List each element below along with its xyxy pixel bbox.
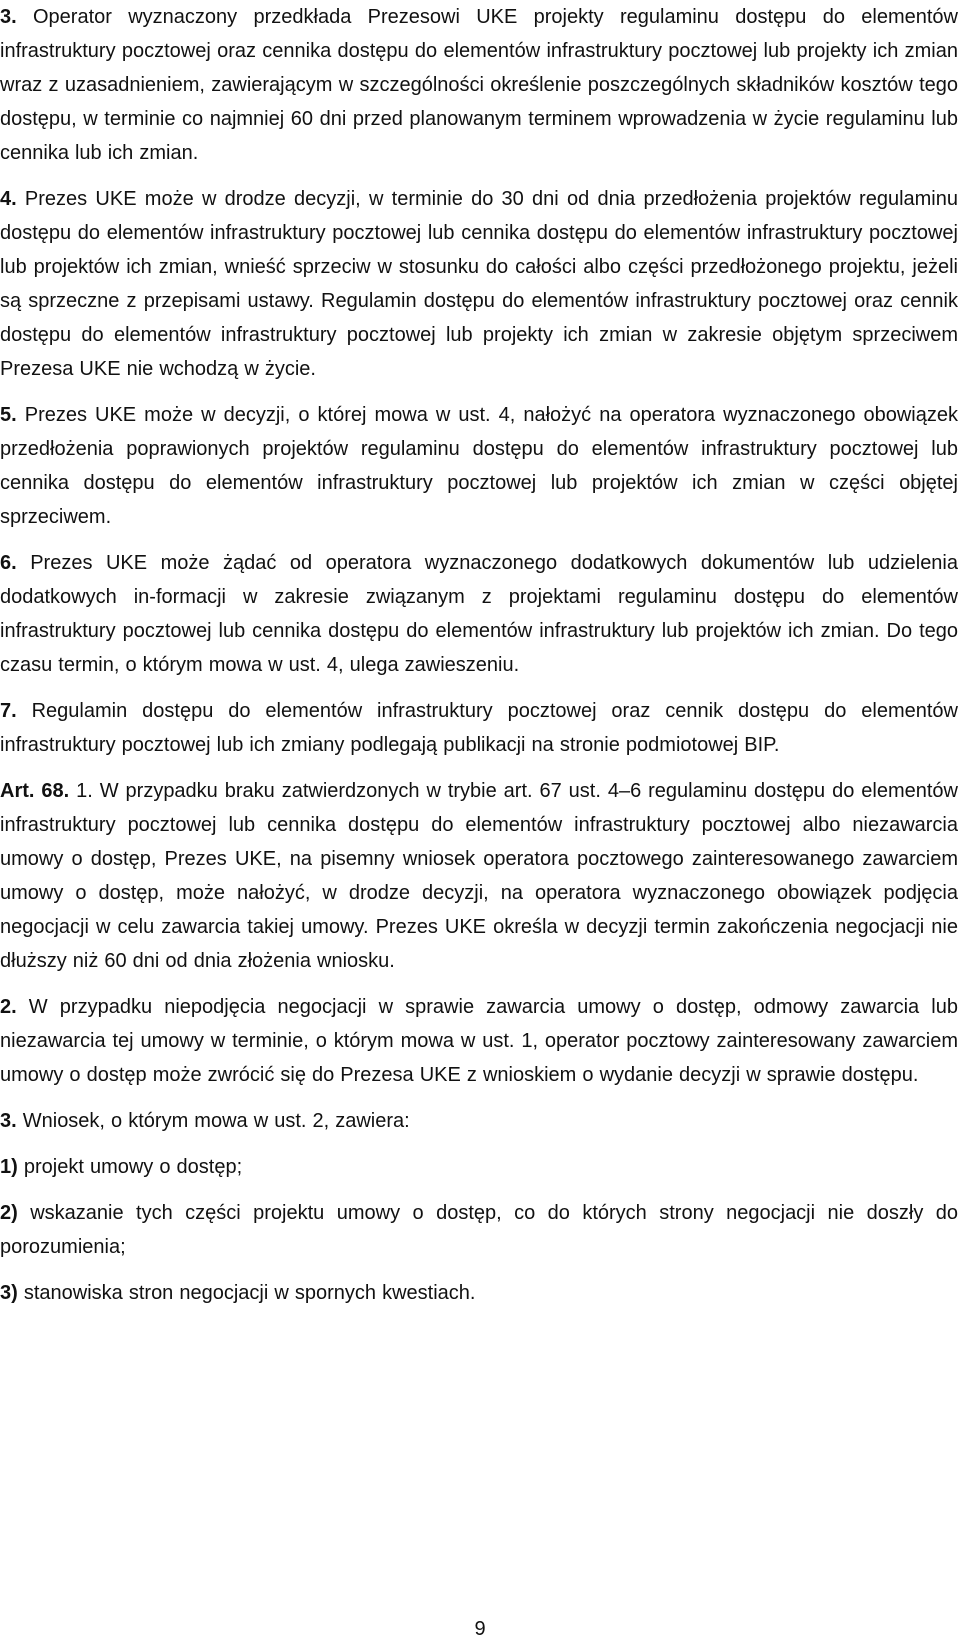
- paragraph-number: 3.: [0, 1110, 17, 1132]
- paragraph-ust-7: [0, 694, 958, 762]
- paragraph-ust-6: [0, 546, 958, 682]
- paragraph-text: Operator wyznaczony przedkłada Prezesowi UKE projekty regulaminu dostępu do elementów infrastruktury pocztowej oraz cennika dostępu do elementów infrastruktury pocztowej lub projekty ich zmian wraz z uzasadnieniem, zawierającym w szczególności określenie poszczególnych składników kosztów tego dostępu, w terminie co najmniej 60 dni przed planowanym terminem wprowadzenia w życie regulaminu lub cennika lub ich zmian.: [0, 6, 958, 164]
- paragraph-text: 1. W przypadku braku zatwierdzonych w trybie art. 67 ust. 4–6 regulaminu dostępu do elementów infrastruktury pocztowej lub cennika dostępu do elementów infrastruktury pocztowej albo niezawarcia umowy o dostęp, Prezes UKE, na pisemny wniosek operatora pocztowego zainteresowanego zawarciem umowy o dostęp, może nałożyć, w drodze decyzji, na operatora wyznaczonego obowiązek podjęcia negocjacji w celu zawarcia takiej umowy. Prezes UKE określa w decyzji termin zakończenia negocjacji nie dłuższy niż 60 dni od dnia złożenia wniosku.: [0, 780, 959, 972]
- paragraph-ust-3: [0, 0, 958, 170]
- paragraph-text: Prezes UKE może w decyzji, o której mowa w ust. 4, nałożyć na operatora wyznaczonego obowiązek przedłożenia poprawionych projektów regulaminu dostępu do elementów infrastruktury pocztowej lub cennika dostępu do elementów infrastruktury pocztowej lub projektów ich zmian w części objętej sprzeciwem.: [0, 404, 958, 528]
- list-item-number: 3): [0, 1282, 18, 1304]
- list-item-text: projekt umowy o dostęp;: [17, 1156, 243, 1178]
- paragraph-art-68-ust-2: [0, 990, 958, 1092]
- paragraph-number: 7.: [0, 700, 17, 722]
- paragraph-number: 2.: [0, 996, 17, 1018]
- paragraph-text: W przypadku niepodjęcia negocjacji w sprawie zawarcia umowy o dostęp, odmowy zawarcia lub niezawarcia tej umowy w terminie, o którym mowa w ust. 1, operator pocztowy zainteresowany zawarciem umowy o dostęp może zwrócić się do Prezesa UKE z wnioskiem o wydanie decyzji w sprawie dostępu.: [0, 996, 958, 1086]
- list-item-number: 1): [0, 1156, 18, 1178]
- paragraph-ust-5: [0, 398, 958, 534]
- page-number: 9: [474, 1618, 486, 1640]
- paragraph-ust-4: [0, 182, 958, 386]
- paragraph-text: Wniosek, o którym mowa w ust. 2, zawiera:: [16, 1110, 410, 1132]
- list-item-1: [0, 1150, 958, 1184]
- paragraph-number: 5.: [0, 404, 17, 426]
- list-item-number: 2): [0, 1202, 18, 1224]
- list-item-2: [0, 1196, 958, 1264]
- paragraph-text: Prezes UKE może w drodze decyzji, w terminie do 30 dni od dnia przedłożenia projektów regulaminu dostępu do elementów infrastruktury pocztowej lub cennika dostępu do elementów infrastruktury pocztowej lub projektów ich zmian, wnieść sprzeciw w stosunku do całości albo części przedłożonego projektu, jeżeli są sprzeczne z przepisami ustawy. Regulamin dostępu do elementów infrastruktury pocztowej oraz cennik dostępu do elementów infrastruktury pocztowej lub projekty ich zmian w zakresie objętym sprzeciwem Prezesa UKE nie wchodzą w życie.: [0, 188, 958, 380]
- list-item-3: [0, 1276, 958, 1310]
- paragraph-art-68-ust-1: [0, 774, 958, 978]
- article-number: Art. 68.: [0, 780, 70, 802]
- paragraph-text: Prezes UKE może żądać od operatora wyznaczonego dodatkowych dokumentów lub udzielenia dodatkowych in-formacji w zakresie związanym z projektami regulaminu dostępu do elementów infrastruktury pocztowej lub cennika dostępu do elementów infrastruktury lub projektów ich zmian. Do tego czasu termin, o którym mowa w ust. 4, ulega zawieszeniu.: [0, 552, 958, 676]
- paragraph-number: 4.: [0, 188, 17, 210]
- list-item-text: wskazanie tych części projektu umowy o dostęp, co do których strony negocjacji nie doszły do porozumienia;: [0, 1202, 958, 1258]
- paragraph-number: 6.: [0, 552, 17, 574]
- list-item-text: stanowiska stron negocjacji w spornych kwestiach.: [17, 1282, 476, 1304]
- paragraph-number: 3.: [0, 6, 17, 28]
- paragraph-art-68-ust-3: [0, 1104, 958, 1138]
- paragraph-text: Regulamin dostępu do elementów infrastruktury pocztowej oraz cennik dostępu do elementów infrastruktury pocztowej lub ich zmiany podlegają publikacji na stronie podmiotowej BIP.: [0, 700, 958, 756]
